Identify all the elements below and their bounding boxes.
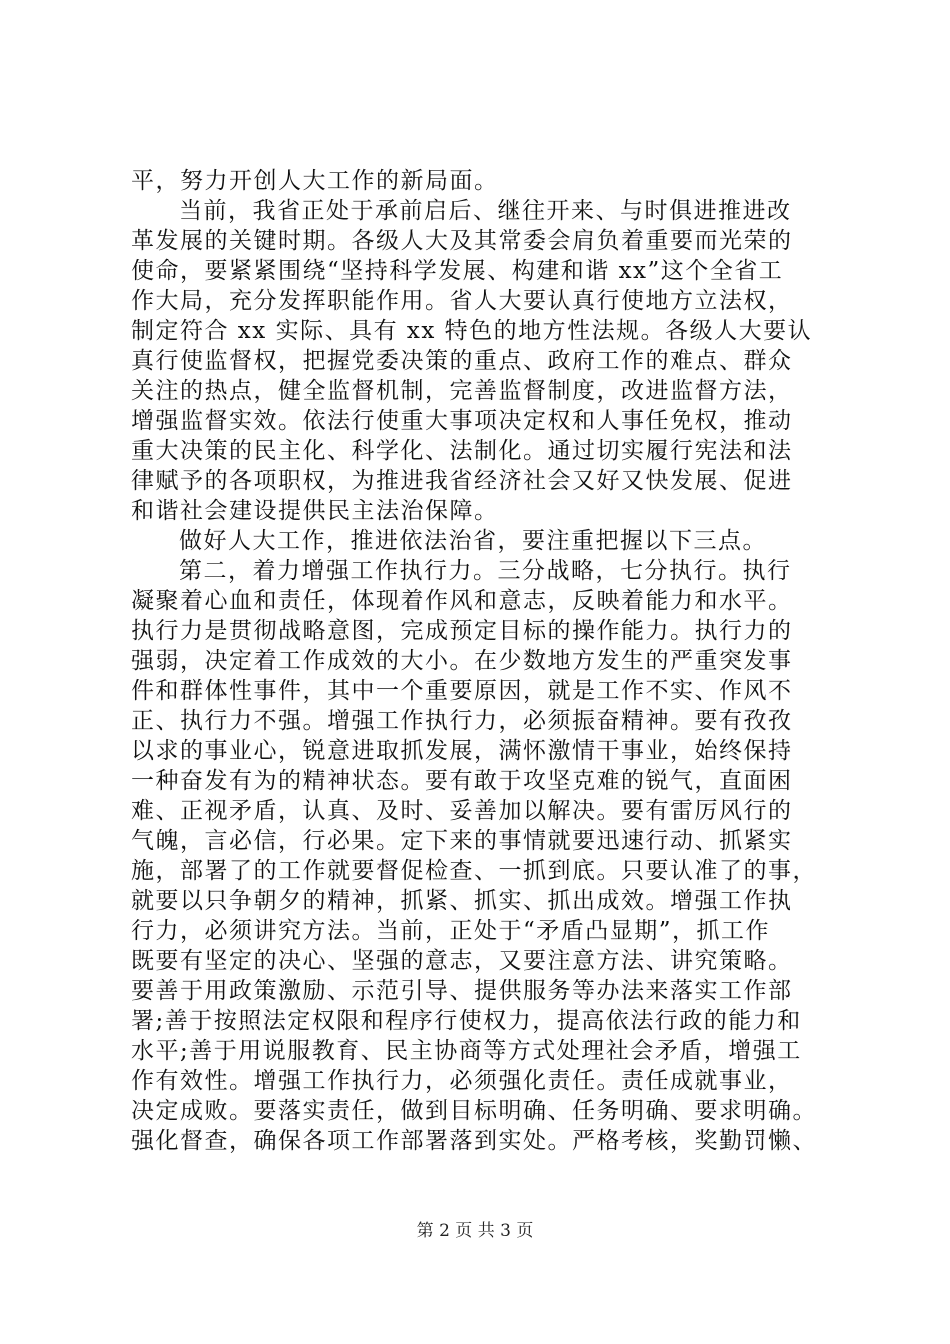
text-line: 就要以只争朝夕的精神，抓紧、抓实、抓出成效。增强工作执 bbox=[131, 888, 793, 914]
text-line: 气魄，言必信，行必果。定下来的事情就要迅速行动、抓紧实 bbox=[131, 828, 793, 854]
text-line: 律赋予的各项职权，为推进我省经济社会又好又快发展、促进 bbox=[131, 468, 793, 494]
text-line: 革发展的关键时期。各级人大及其常委会肩负着重要而光荣的 bbox=[131, 228, 793, 254]
text-line: 作大局，充分发挥职能作用。省人大要认真行使地方立法权， bbox=[131, 288, 793, 314]
text-line: 强弱，决定着工作成效的大小。在少数地方发生的严重突发事 bbox=[131, 648, 793, 674]
text-line: 署;善于按照法定权限和程序行使权力，提高依法行政的能力和 bbox=[131, 1008, 802, 1034]
text-line: 平，努力开创人大工作的新局面。 bbox=[131, 168, 499, 194]
text-line: 正、执行力不强。增强工作执行力，必须振奋精神。要有孜孜 bbox=[131, 708, 793, 734]
text-line: 执行力是贯彻战略意图，完成预定目标的操作能力。执行力的 bbox=[131, 618, 793, 644]
text-line: 凝聚着心血和责任，体现着作风和意志，反映着能力和水平。 bbox=[131, 588, 793, 614]
text-line: 难、正视矛盾，认真、及时、妥善加以解决。要有雷厉风行的 bbox=[131, 798, 793, 824]
text-line: 关注的热点，健全监督机制，完善监督制度，改进监督方法， bbox=[131, 378, 793, 404]
text-line: 施，部署了的工作就要督促检查、一抓到底。只要认准了的事， bbox=[131, 858, 817, 884]
text-line: 水平;善于用说服教育、民主协商等方式处理社会矛盾，增强工 bbox=[131, 1038, 802, 1064]
text-line: 强化督查，确保各项工作部署落到实处。严格考核，奖勤罚懒、 bbox=[131, 1128, 817, 1154]
text-line: 以求的事业心，锐意进取抓发展，满怀激情干事业，始终保持 bbox=[131, 738, 793, 764]
text-line: 件和群体性事件，其中一个重要原因，就是工作不实、作风不 bbox=[131, 678, 793, 704]
text-line: 作有效性。增强工作执行力，必须强化责任。责任成就事业， bbox=[131, 1068, 793, 1094]
page-footer: 第 2 页 共 3 页 bbox=[416, 1221, 534, 1241]
text-line: 要善于用政策激励、示范引导、提供服务等办法来落实工作部 bbox=[131, 978, 793, 1004]
text-line: 当前，我省正处于承前启后、继往开来、与时俱进推进改 bbox=[179, 198, 792, 224]
text-line: 一种奋发有为的精神状态。要有敢于攻坚克难的锐气，直面困 bbox=[131, 768, 793, 794]
text-line: 行力，必须讲究方法。当前，正处于“矛盾凸显期”，抓工作 bbox=[131, 918, 771, 944]
text-line: 使命，要紧紧围绕“坚持科学发展、构建和谐 xx”这个全省工 bbox=[131, 258, 784, 284]
text-line: 和谐社会建设提供民主法治保障。 bbox=[131, 498, 499, 524]
text-line: 增强监督实效。依法行使重大事项决定权和人事任免权，推动 bbox=[131, 408, 793, 434]
text-line: 做好人大工作，推进依法治省，要注重把握以下三点。 bbox=[179, 528, 767, 554]
text-line: 决定成败。要落实责任，做到目标明确、任务明确、要求明确。 bbox=[131, 1098, 817, 1124]
body-text bbox=[131, 166, 851, 1156]
text-line: 第二，着力增强工作执行力。三分战略，七分执行。执行 bbox=[179, 558, 792, 584]
text-line: 重大决策的民主化、科学化、法制化。通过切实履行宪法和法 bbox=[131, 438, 793, 464]
text-line: 制定符合 xx 实际、具有 xx 特色的地方性法规。各级人大要认 bbox=[131, 318, 813, 344]
text-line: 既要有坚定的决心、坚强的意志，又要注意方法、讲究策略。 bbox=[131, 948, 793, 974]
text-line: 真行使监督权，把握党委决策的重点、政府工作的难点、群众 bbox=[131, 348, 793, 374]
